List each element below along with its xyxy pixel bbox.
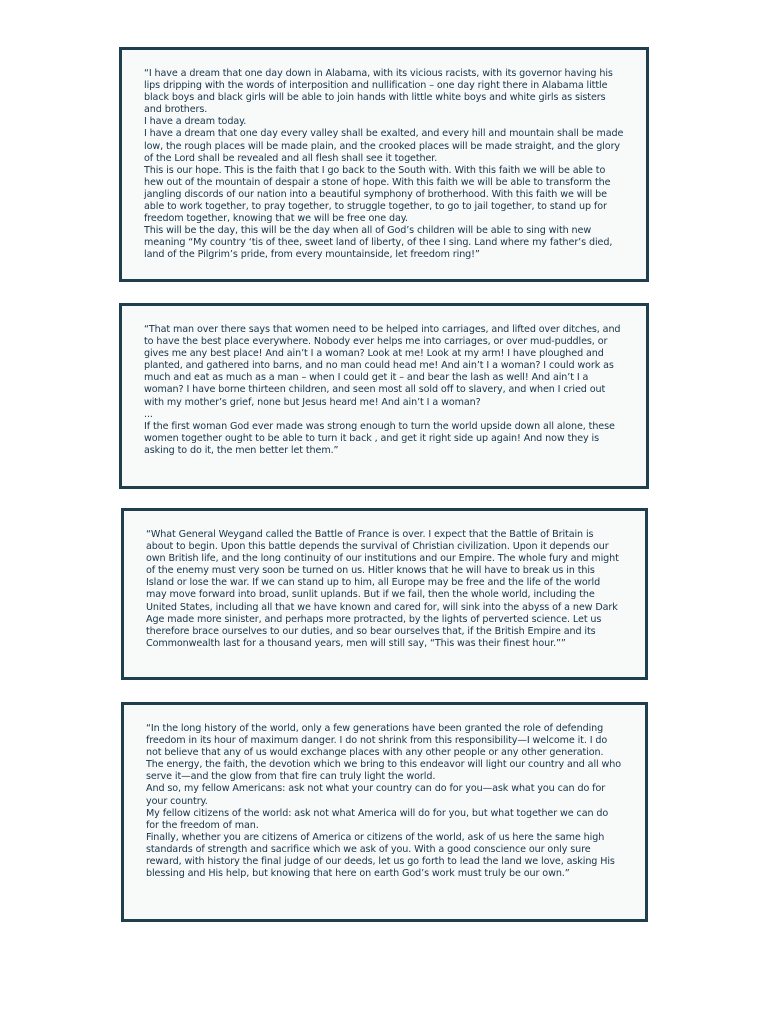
quote-card-1	[119, 47, 649, 282]
quote-paragraph: If the first woman God ever made was strong enough to turn the world upside down all alone, these women together ought to be able to turn it back , and get it right side up again! And now they is asking to do it, the men better let them.”	[144, 420, 615, 456]
quote-paragraph: I have a dream today.	[144, 116, 247, 128]
quote-ellipsis: ...	[144, 408, 153, 420]
quote-paragraph: This will be the day, this will be the day when all of God’s children will be able to sing with new meaning “My country ‘tis of thee, sweet land of liberty, of thee I sing. Land where my father’s died, land of the Pilgrim’s pride, from every mountainside, let freedom ring!”	[144, 225, 613, 261]
quote-paragraph: “What General Weygand called the Battle of France is over. I expect that the Battle of Britain is about to begin. Upon this battle depends the survival of Christian civilization. Upon it depends our own British life, and the long continuity of our institutions and our Empire. The whole fury and might of the enemy must very soon be turned on us. Hitler knows that he will have to break us in this Island or lose the war. If we can stand up to him, all Europe may be free and the life of the world may move forward into broad, sunlit uplands. But if we fail, then the whole world, including the United States, including all that we have known and cared for, will sink into the abyss of a new Dark Age made more sinister, and perhaps more protracted, by the lights of perverted science. Let us therefore brace ourselves to our duties, and so bear ourselves that, if the British Empire and its Commonwealth last for a thousand years, men will still say, “This was their finest hour.””	[146, 529, 619, 649]
quote-card-4	[121, 702, 648, 922]
quote-paragraph: This is our hope. This is the faith that I go back to the South with. With this faith we will be able to hew out of the mountain of despair a stone of hope. With this faith we will be able to transform the jangling discords of our nation into a beautiful symphony of brotherhood. With this faith we will be able to work together, to pray together, to struggle together, to go to jail together, to stand up for freedom together, knowing that we will be free one day.	[144, 164, 611, 225]
quote-paragraph: “I have a dream that one day down in Alabama, with its vicious racists, with its governor having his lips dripping with the words of interposition and nullification – one day right there in Alabama little black boys and black girls will be able to join hands with little white boys and white girls as sisters and brothers.	[144, 68, 613, 116]
quote-paragraph: “In the long history of the world, only a few generations have been granted the role of defending freedom in its hour of maximum danger. I do not shrink from this responsibility—I welcome it. I do not believe that any of us would exchange places with any other people or any other generation. The energy, the faith, the devotion which we bring to this endeavor will light our country and all who serve it—and the glow from that fire can truly light the world.	[146, 723, 622, 783]
quote-paragraph: Finally, whether you are citizens of America or citizens of the world, ask of us here the same high standards of strength and sacrifice which we ask of you. With a good conscience our only sure reward, with history the final judge of our deeds, let us go forth to lead the land we love, asking His blessing and His help, but knowing that here on earth God’s work must truly be our own.”	[146, 831, 615, 880]
quote-paragraph: And so, my fellow Americans: ask not what your country can do for you—ask what you can do for your country.	[146, 783, 606, 807]
quote-paragraph: I have a dream that one day every valley shall be exalted, and every hill and mountain shall be made low, the rough places will be made plain, and the crooked places will be made straight, and the glory of the Lord shall be revealed and all flesh shall see it together.	[144, 128, 624, 164]
quote-paragraph: My fellow citizens of the world: ask not what America will do for you, but what together we can do for the freedom of man.	[146, 807, 609, 831]
quote-paragraph: “That man over there says that women need to be helped into carriages, and lifted over ditches, and to have the best place everywhere. Nobody ever helps me into carriages, or over mud-puddles, or gives me any best place! And ain’t I a woman? Look at me! Look at my arm! I have ploughed and planted, and gathered into barns, and no man could head me! And ain’t I a woman? I could work as much and eat as much as a man – when I could get it – and bear the lash as well! And ain’t I a woman? I have borne thirteen children, and seen most all sold off to slavery, and when I cried out with my mother’s grief, none but Jesus heard me! And ain’t I a woman?	[144, 324, 621, 408]
quote-card-2	[119, 303, 649, 489]
quote-card-3	[121, 508, 648, 680]
